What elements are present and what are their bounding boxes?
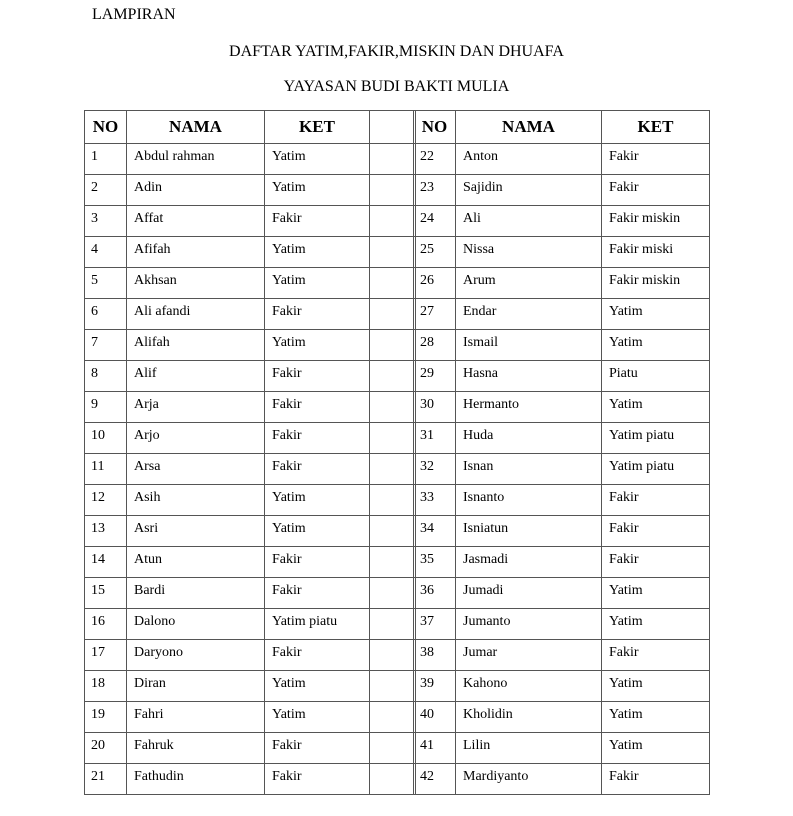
table-row	[414, 144, 710, 175]
table-row	[85, 144, 416, 175]
cell-no: 5	[85, 268, 127, 299]
cell-ket: Fakir miskin	[602, 268, 710, 299]
cell-ket: Fakir	[602, 764, 710, 795]
cell-no: 20	[85, 733, 127, 764]
cell-nama: Akhsan	[127, 268, 265, 299]
cell-nama: Arsa	[127, 454, 265, 485]
cell-no: 34	[414, 516, 456, 547]
right-table-body	[414, 144, 710, 795]
cell-nama: Jumanto	[456, 609, 602, 640]
cell-ket: Fakir	[265, 206, 370, 237]
cell-no: 38	[414, 640, 456, 671]
cell-no: 8	[85, 361, 127, 392]
cell-nama: Fahri	[127, 702, 265, 733]
cell-ket: Yatim piatu	[602, 454, 710, 485]
cell-ket: Fakir	[602, 547, 710, 578]
cell-no: 30	[414, 392, 456, 423]
table-row	[414, 361, 710, 392]
cell-nama: Asih	[127, 485, 265, 516]
cell-nama: Kahono	[456, 671, 602, 702]
cell-no: 11	[85, 454, 127, 485]
table-row	[85, 609, 416, 640]
cell-ket: Fakir	[602, 144, 710, 175]
table-row	[414, 175, 710, 206]
cell-no: 31	[414, 423, 456, 454]
cell-nama: Anton	[456, 144, 602, 175]
cell-ket: Yatim	[602, 392, 710, 423]
table-row	[414, 609, 710, 640]
cell-ket: Yatim	[602, 702, 710, 733]
table-row	[414, 268, 710, 299]
cell-no: 25	[414, 237, 456, 268]
cell-nama: Fahruk	[127, 733, 265, 764]
table-row	[414, 764, 710, 795]
left-table	[84, 110, 416, 795]
cell-nama: Lilin	[456, 733, 602, 764]
cell-no: 22	[414, 144, 456, 175]
cell-ket: Fakir	[265, 640, 370, 671]
cell-empty	[370, 671, 416, 702]
table-row	[414, 702, 710, 733]
cell-nama: Arum	[456, 268, 602, 299]
cell-ket: Fakir	[602, 516, 710, 547]
cell-no: 9	[85, 392, 127, 423]
cell-no: 18	[85, 671, 127, 702]
cell-no: 10	[85, 423, 127, 454]
table-row	[85, 516, 416, 547]
cell-ket: Fakir	[602, 640, 710, 671]
table-header-row	[414, 111, 710, 144]
cell-ket: Yatim	[265, 702, 370, 733]
cell-empty	[370, 144, 416, 175]
cell-no: 15	[85, 578, 127, 609]
document-title: DAFTAR YATIM,FAKIR,MISKIN DAN DHUAFA	[229, 43, 564, 60]
table-row	[85, 361, 416, 392]
cell-no: 7	[85, 330, 127, 361]
table-row	[85, 423, 416, 454]
cell-nama: Ali	[456, 206, 602, 237]
cell-empty	[370, 516, 416, 547]
table-row	[85, 237, 416, 268]
cell-ket: Yatim	[265, 144, 370, 175]
cell-no: 3	[85, 206, 127, 237]
table-row	[85, 330, 416, 361]
cell-empty	[370, 702, 416, 733]
cell-empty	[370, 485, 416, 516]
table-row	[85, 299, 416, 330]
table-row	[85, 733, 416, 764]
cell-nama: Diran	[127, 671, 265, 702]
cell-ket: Fakir	[265, 299, 370, 330]
cell-no: 27	[414, 299, 456, 330]
cell-empty	[370, 206, 416, 237]
cell-nama: Nissa	[456, 237, 602, 268]
cell-nama: Affat	[127, 206, 265, 237]
cell-ket: Yatim	[265, 330, 370, 361]
cell-nama: Ali afandi	[127, 299, 265, 330]
cell-no: 32	[414, 454, 456, 485]
table-row	[85, 702, 416, 733]
cell-nama: Arjo	[127, 423, 265, 454]
empty-column-header	[370, 111, 416, 144]
cell-empty	[370, 609, 416, 640]
table-row	[85, 392, 416, 423]
cell-ket: Yatim	[602, 578, 710, 609]
cell-empty	[370, 578, 416, 609]
cell-nama: Isnan	[456, 454, 602, 485]
cell-ket: Yatim	[602, 609, 710, 640]
lampiran-label: LAMPIRAN	[92, 6, 176, 23]
header-no: NO	[85, 111, 127, 144]
cell-no: 17	[85, 640, 127, 671]
cell-empty	[370, 764, 416, 795]
cell-ket: Yatim	[265, 485, 370, 516]
cell-no: 16	[85, 609, 127, 640]
table-row	[414, 299, 710, 330]
header-nama: NAMA	[127, 111, 265, 144]
cell-ket: Fakir miski	[602, 237, 710, 268]
table-row	[85, 206, 416, 237]
table-row	[85, 578, 416, 609]
cell-ket: Yatim	[265, 237, 370, 268]
cell-empty	[370, 299, 416, 330]
cell-no: 1	[85, 144, 127, 175]
header-ket: KET	[602, 111, 710, 144]
table-row	[85, 485, 416, 516]
cell-empty	[370, 454, 416, 485]
cell-empty	[370, 733, 416, 764]
table-row	[85, 268, 416, 299]
cell-ket: Yatim	[602, 733, 710, 764]
cell-ket: Fakir	[265, 423, 370, 454]
cell-nama: Arja	[127, 392, 265, 423]
cell-no: 37	[414, 609, 456, 640]
cell-ket: Yatim	[265, 268, 370, 299]
cell-ket: Fakir	[265, 547, 370, 578]
cell-nama: Jumadi	[456, 578, 602, 609]
cell-no: 42	[414, 764, 456, 795]
cell-nama: Bardi	[127, 578, 265, 609]
cell-no: 13	[85, 516, 127, 547]
table-row	[414, 547, 710, 578]
cell-nama: Daryono	[127, 640, 265, 671]
cell-ket: Piatu	[602, 361, 710, 392]
cell-empty	[370, 237, 416, 268]
cell-nama: Mardiyanto	[456, 764, 602, 795]
table-row	[414, 454, 710, 485]
document-subtitle: YAYASAN BUDI BAKTI MULIA	[283, 78, 510, 95]
cell-no: 36	[414, 578, 456, 609]
cell-nama: Abdul rahman	[127, 144, 265, 175]
cell-no: 29	[414, 361, 456, 392]
cell-ket: Yatim piatu	[602, 423, 710, 454]
cell-nama: Atun	[127, 547, 265, 578]
cell-ket: Yatim	[602, 299, 710, 330]
cell-nama: Endar	[456, 299, 602, 330]
left-table-body	[85, 144, 416, 795]
cell-nama: Adin	[127, 175, 265, 206]
cell-ket: Fakir	[265, 733, 370, 764]
cell-nama: Huda	[456, 423, 602, 454]
cell-nama: Hasna	[456, 361, 602, 392]
cell-nama: Isniatun	[456, 516, 602, 547]
cell-nama: Jumar	[456, 640, 602, 671]
cell-nama: Hermanto	[456, 392, 602, 423]
cell-nama: Asri	[127, 516, 265, 547]
table-row	[414, 516, 710, 547]
cell-ket: Yatim piatu	[265, 609, 370, 640]
table-row	[414, 423, 710, 454]
cell-no: 23	[414, 175, 456, 206]
cell-nama: Jasmadi	[456, 547, 602, 578]
cell-no: 21	[85, 764, 127, 795]
cell-nama: Afifah	[127, 237, 265, 268]
cell-empty	[370, 640, 416, 671]
cell-ket: Yatim	[602, 671, 710, 702]
cell-nama: Alif	[127, 361, 265, 392]
cell-nama: Dalono	[127, 609, 265, 640]
table-row	[85, 640, 416, 671]
cell-empty	[370, 361, 416, 392]
cell-empty	[370, 175, 416, 206]
cell-no: 33	[414, 485, 456, 516]
cell-no: 4	[85, 237, 127, 268]
cell-empty	[370, 268, 416, 299]
cell-no: 12	[85, 485, 127, 516]
cell-ket: Yatim	[265, 175, 370, 206]
cell-ket: Fakir miskin	[602, 206, 710, 237]
cell-ket: Fakir	[602, 485, 710, 516]
table-row	[414, 206, 710, 237]
table-row	[414, 237, 710, 268]
table-header-row	[85, 111, 416, 144]
cell-no: 26	[414, 268, 456, 299]
cell-empty	[370, 547, 416, 578]
cell-no: 19	[85, 702, 127, 733]
cell-nama: Kholidin	[456, 702, 602, 733]
cell-ket: Fakir	[265, 578, 370, 609]
cell-ket: Fakir	[602, 175, 710, 206]
cell-no: 35	[414, 547, 456, 578]
table-row	[414, 578, 710, 609]
cell-nama: Fathudin	[127, 764, 265, 795]
table-row	[414, 671, 710, 702]
cell-no: 41	[414, 733, 456, 764]
cell-ket: Fakir	[265, 764, 370, 795]
cell-ket: Fakir	[265, 454, 370, 485]
table-row	[85, 671, 416, 702]
cell-no: 6	[85, 299, 127, 330]
cell-no: 14	[85, 547, 127, 578]
table-row	[85, 175, 416, 206]
cell-ket: Fakir	[265, 361, 370, 392]
table-row	[85, 764, 416, 795]
cell-no: 28	[414, 330, 456, 361]
cell-no: 2	[85, 175, 127, 206]
table-row	[414, 733, 710, 764]
cell-no: 24	[414, 206, 456, 237]
cell-ket: Yatim	[265, 671, 370, 702]
table-row	[414, 640, 710, 671]
cell-no: 40	[414, 702, 456, 733]
cell-nama: Alifah	[127, 330, 265, 361]
cell-empty	[370, 330, 416, 361]
cell-nama: Isnanto	[456, 485, 602, 516]
cell-ket: Fakir	[265, 392, 370, 423]
header-ket: KET	[265, 111, 370, 144]
table-row	[85, 454, 416, 485]
cell-empty	[370, 423, 416, 454]
table-row	[414, 392, 710, 423]
table-row	[414, 330, 710, 361]
table-row	[414, 485, 710, 516]
cell-empty	[370, 392, 416, 423]
header-no: NO	[414, 111, 456, 144]
cell-ket: Yatim	[265, 516, 370, 547]
cell-nama: Sajidin	[456, 175, 602, 206]
right-table	[413, 110, 710, 795]
cell-ket: Yatim	[602, 330, 710, 361]
table-row	[85, 547, 416, 578]
cell-no: 39	[414, 671, 456, 702]
cell-nama: Ismail	[456, 330, 602, 361]
header-nama: NAMA	[456, 111, 602, 144]
